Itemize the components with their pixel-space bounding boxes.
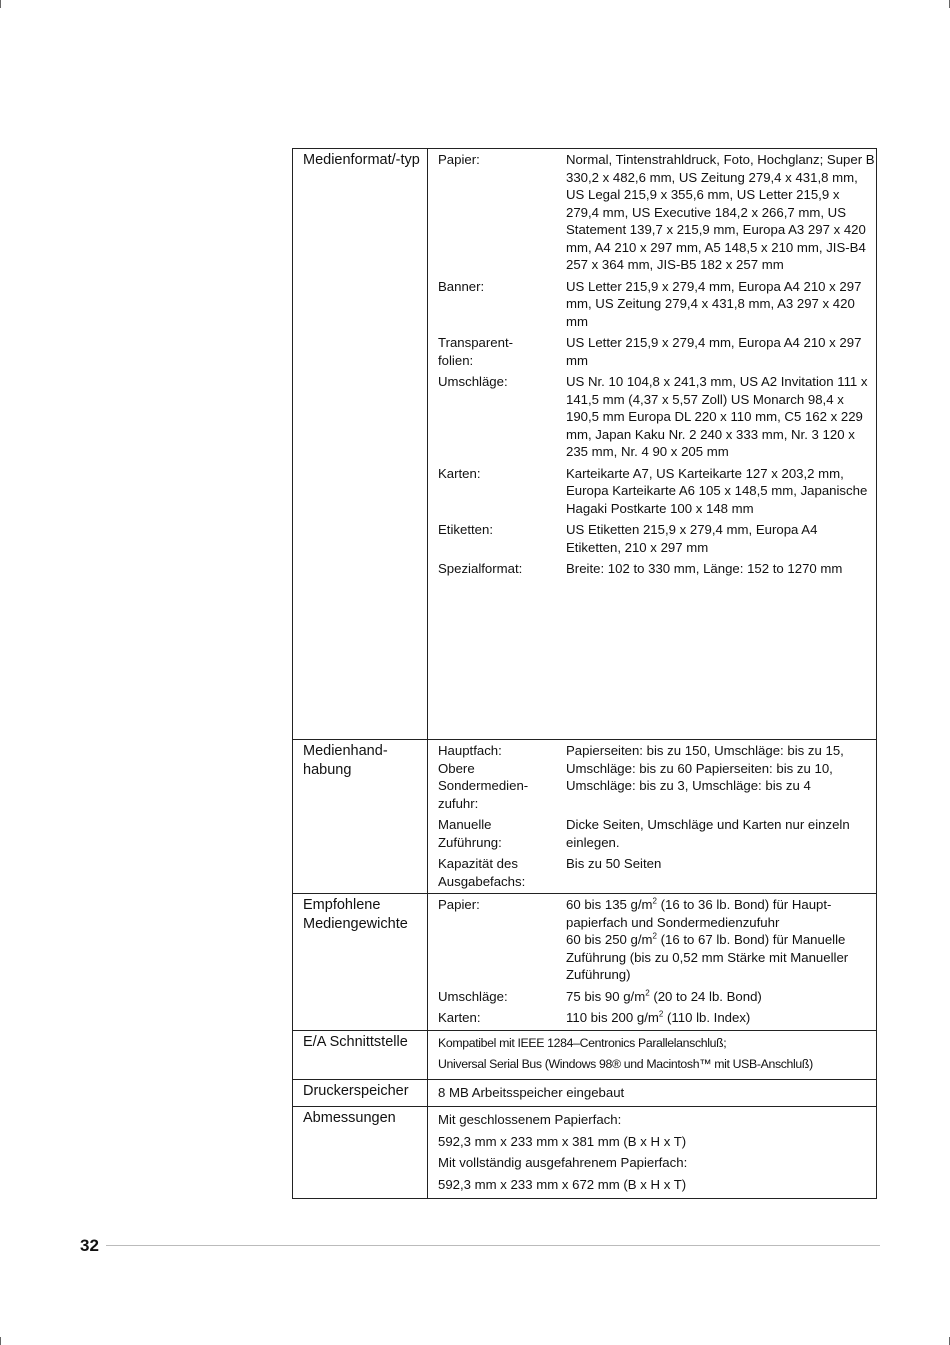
category-label: E/A Schnittstelle <box>293 1030 428 1079</box>
spec-line: Mit geschlossenem Papierfach: <box>438 1112 622 1127</box>
spec-value: Bis zu 50 Seiten <box>566 856 662 871</box>
specifications-table <box>292 148 877 1199</box>
section-media-handling <box>293 740 877 894</box>
unit: g/m <box>636 1010 659 1025</box>
spec-value: Breite: 102 to 330 mm, Länge: 152 to 1270 mm <box>566 561 843 576</box>
weight-range: 75 bis 90 <box>566 988 620 1004</box>
spec-row <box>438 988 876 1006</box>
spec-value: US Nr. 10 104,8 x 241,3 mm, US A2 Invitation 111 x 141,5 mm (4,37 x 5,57 Zoll) US Monarch 98,4 x 190,5 mm Europa DL 220 x 110 mm, C5 162 x 229 mm, Japan Kaku Nr. 2 240 x 333 mm, Nr. 3 120 x 235 mm, Nr. 4 90 x 205 mm <box>566 374 868 459</box>
spec-label: Umschläge: <box>438 988 508 1004</box>
page-number: 32 <box>80 1236 99 1255</box>
weight-note: (20 to 24 lb. Bond) <box>653 988 762 1004</box>
spec-row <box>438 1009 876 1027</box>
spec-line: Kompatibel mit IEEE 1284–Centronics Parallelanschluß; <box>438 1035 727 1050</box>
weight-range: 110 bis 200 <box>566 1010 634 1025</box>
spec-value <box>566 896 876 984</box>
spec-label: Karten: <box>438 465 481 481</box>
spec-value: US Etiketten 215,9 x 279,4 mm, Europa A4 Etiketten, 210 x 297 mm <box>566 522 818 555</box>
spec-line: 592,3 mm x 233 mm x 672 mm (B x H x T) <box>438 1176 687 1192</box>
spec-label: Etiketten: <box>438 522 493 537</box>
spec-row <box>438 521 876 556</box>
spec-value: Papierseiten: bis zu 150, Umschläge: bis zu 15, Umschläge: bis zu 60 Papierseiten: bis zu 10, Umschläge: bis zu 3, Umschläge: bis zu 4 <box>566 743 844 793</box>
spec-row <box>438 742 876 812</box>
section-media-weights <box>293 894 877 1031</box>
spec-label: Hauptfach: Obere Sondermedien-zufuhr: <box>438 743 529 811</box>
spec-row <box>438 816 876 851</box>
spec-row <box>438 465 876 518</box>
spec-value: Karteikarte A7, US Karteikarte 127 x 203,2 mm, Europa Karteikarte A6 105 x 148,5 mm, Japanische Hagaki Postkarte 100 x 148 mm <box>566 465 868 516</box>
category-label: Empfohlene Mediengewichte <box>293 894 428 1031</box>
spec-row <box>438 334 876 369</box>
spec-line: 592,3 mm x 233 mm x 381 mm (B x H x T) <box>438 1133 687 1149</box>
spec-label: Transparent-folien: <box>438 335 514 368</box>
spec-label: Umschläge: <box>438 374 508 389</box>
unit-exponent: 2 <box>652 896 657 906</box>
spec-row <box>438 151 876 274</box>
unit-exponent: 2 <box>658 1009 664 1019</box>
footer-rule <box>106 1245 880 1246</box>
section-io-interface <box>293 1030 877 1079</box>
spec-line: Universal Serial Bus (Windows 98® und Macintosh™ mit USB-Anschluß) <box>438 1057 813 1071</box>
weight-range: 60 bis 135 <box>566 897 627 912</box>
crop-mark-top-left <box>0 0 1 8</box>
spec-label: Manuelle Zuführung: <box>438 817 502 850</box>
category-label: Medienformat/-typ <box>293 149 428 740</box>
section-media-format <box>293 149 877 740</box>
crop-mark-bottom-left <box>0 1337 1 1345</box>
category-label: Medienhand-habung <box>293 740 428 894</box>
section-printer-memory <box>293 1079 877 1107</box>
category-label: Abmessungen <box>293 1107 428 1199</box>
weight-note: (110 lb. Index) <box>667 1010 751 1025</box>
unit: g/m <box>630 932 653 947</box>
spec-label: Papier: <box>438 897 480 912</box>
unit-exponent: 2 <box>652 931 657 941</box>
category-label: Druckerspeicher <box>293 1079 428 1107</box>
spec-label: Spezialformat: <box>438 561 523 576</box>
spec-line: 8 MB Arbeitsspeicher eingebaut <box>438 1084 625 1100</box>
spec-label: Karten: <box>438 1010 481 1025</box>
spec-line: Mit vollständig ausgefahrenem Papierfach: <box>438 1155 688 1170</box>
spec-row <box>438 855 876 890</box>
spec-value: Dicke Seiten, Umschläge und Karten nur einzeln einlegen. <box>566 817 850 850</box>
weight-note: (16 to 67 lb. Bond) für Manuelle Zuführung (bis zu 0,52 mm Stärke mit Manueller Zuführung) <box>566 932 849 982</box>
unit: g/m <box>630 897 653 912</box>
spec-row <box>438 278 876 331</box>
spec-label: Banner: <box>438 278 485 294</box>
unit: g/m <box>623 988 646 1004</box>
weight-range: 60 bis 250 <box>566 932 627 947</box>
spec-row <box>438 373 876 461</box>
spec-value: US Letter 215,9 x 279,4 mm, Europa A4 210 x 297 mm, US Zeitung 279,4 x 431,8 mm, A3 297 x 420 mm <box>566 278 862 329</box>
spec-value <box>566 988 876 1006</box>
spec-row <box>438 896 876 984</box>
spec-value <box>566 1009 876 1027</box>
spec-row <box>438 560 876 578</box>
spec-value: Normal, Tintenstrahldruck, Foto, Hochglanz; Super B 330,2 x 482,6 mm, US Zeitung 279,4 x 431,8 mm, US Legal 215,9 x 355,6 mm, US Letter 215,9 x 279,4 mm, US Executive 184,2 x 266,7 mm, US Statement 139,7 x 215,9 mm, Europa A3 297 x 420 mm, A4 210 x 297 mm, A5 148,5 x 210 mm, JIS-B4 257 x 364 mm, JIS-B5 182 x 257 mm <box>566 152 875 272</box>
unit-exponent: 2 <box>645 988 650 998</box>
spec-label: Kapazität des Ausgabefachs: <box>438 856 526 889</box>
spec-label: Papier: <box>438 152 480 167</box>
weight-note: (16 to 36 lb. Bond) für Haupt-papierfach und Sondermedienzufuhr <box>566 897 832 930</box>
section-dimensions <box>293 1107 877 1199</box>
spec-value: US Letter 215,9 x 279,4 mm, Europa A4 210 x 297 mm <box>566 335 862 368</box>
